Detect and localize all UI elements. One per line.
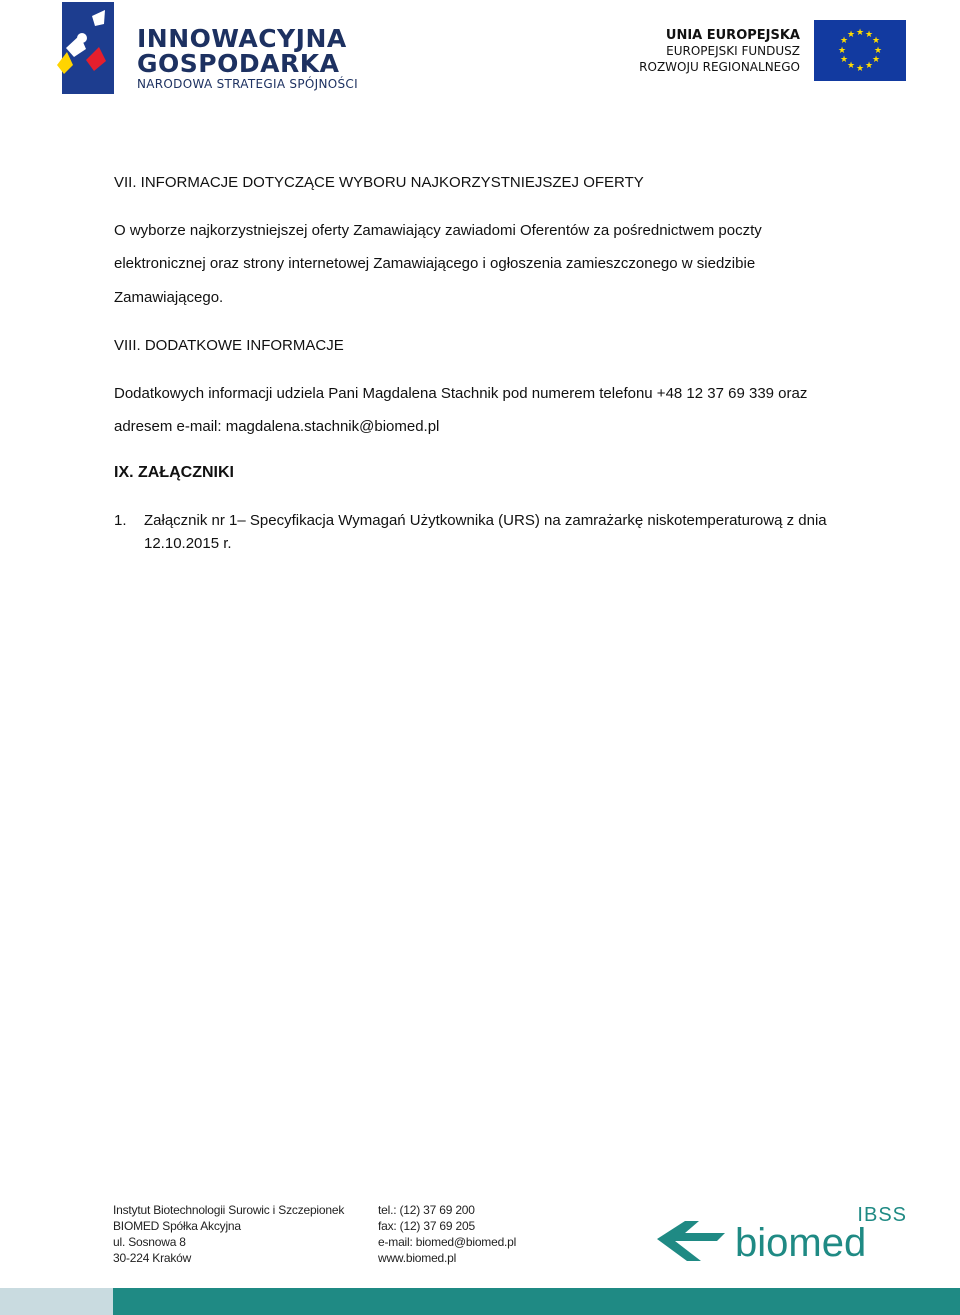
- svg-text:★: ★: [871, 55, 881, 65]
- svg-text:★: ★: [864, 30, 874, 40]
- footer-bar-teal: [113, 1288, 960, 1315]
- logo-subtitle: NARODOWA STRATEGIA SPÓJNOŚCI: [137, 77, 358, 91]
- section-heading-viii: VIII. DODATKOWE INFORMACJE: [114, 337, 344, 354]
- footer-address-line: ul. Sosnowa 8: [113, 1235, 186, 1249]
- section-heading-ix: IX. ZAŁĄCZNIKI: [114, 464, 234, 481]
- svg-text:★: ★: [846, 30, 856, 40]
- biomed-logo-brand-text: biomed: [735, 1221, 867, 1265]
- footer-address-line: BIOMED Spółka Akcyjna: [113, 1219, 241, 1233]
- footer-address-line: 30-224 Kraków: [113, 1251, 192, 1265]
- innowacyjna-gospodarka-logo: [52, 2, 132, 98]
- svg-text:★: ★: [839, 55, 849, 65]
- svg-text:★: ★: [855, 64, 865, 74]
- paragraph-line: O wyborze najkorzystniejszej oferty Zamawiający zawiadomi Oferentów za pośrednictwem poczty: [114, 222, 762, 239]
- svg-text:★: ★: [846, 61, 856, 71]
- biomed-logo-ibss-text: IBSS: [857, 1204, 907, 1226]
- logo-title-line2: GOSPODARKA: [137, 49, 340, 78]
- footer-contact-line: www.biomed.pl: [378, 1251, 457, 1265]
- svg-text:★: ★: [864, 61, 874, 71]
- svg-text:★: ★: [839, 36, 849, 46]
- biomed-arrow-icon: [657, 1221, 725, 1261]
- section-heading-vii: VII. INFORMACJE DOTYCZĄCE WYBORU NAJKORZYSTNIEJSZEJ OFERTY: [114, 174, 644, 191]
- eu-logo-line1: UNIA EUROPEJSKA: [665, 28, 800, 43]
- eu-logo-line2: EUROPEJSKI FUNDUSZ: [666, 44, 800, 58]
- svg-text:★: ★: [873, 46, 883, 56]
- eu-flag-icon: [814, 20, 906, 81]
- paragraph-line: Dodatkowych informacji udziela Pani Magdalena Stachnik pod numerem telefonu +48 12 37 69 339 oraz: [114, 385, 808, 402]
- paragraph-line: Zamawiającego.: [114, 289, 224, 306]
- list-item-number: 1.: [114, 512, 127, 529]
- eu-logo-line3: ROZWOJU REGIONALNEGO: [639, 60, 800, 74]
- svg-text:★: ★: [871, 36, 881, 46]
- footer-bar-light: [0, 1288, 113, 1315]
- svg-text:★: ★: [855, 28, 865, 38]
- logo-title-line1: INNOWACYJNA: [137, 24, 347, 53]
- list-item-text: Załącznik nr 1– Specyfikacja Wymagań Użytkownika (URS) na zamrażarkę niskotemperaturową z dnia: [144, 512, 827, 529]
- footer-contact-line: fax: (12) 37 69 205: [378, 1219, 475, 1233]
- paragraph-line: adresem e-mail: magdalena.stachnik@biomed.pl: [114, 418, 440, 435]
- svg-text:★: ★: [837, 46, 847, 56]
- footer-address-line: Instytut Biotechnologii Surowic i Szczepionek: [113, 1203, 345, 1217]
- paragraph-line: elektronicznej oraz strony internetowej Zamawiającego i ogłoszenia zamieszczonego w siedzibie: [114, 255, 756, 272]
- footer-contact-line: tel.: (12) 37 69 200: [378, 1203, 475, 1217]
- list-item-text: 12.10.2015 r.: [144, 535, 232, 552]
- footer-contact-line: e-mail: biomed@biomed.pl: [378, 1235, 517, 1249]
- biomed-logo: [655, 1203, 915, 1265]
